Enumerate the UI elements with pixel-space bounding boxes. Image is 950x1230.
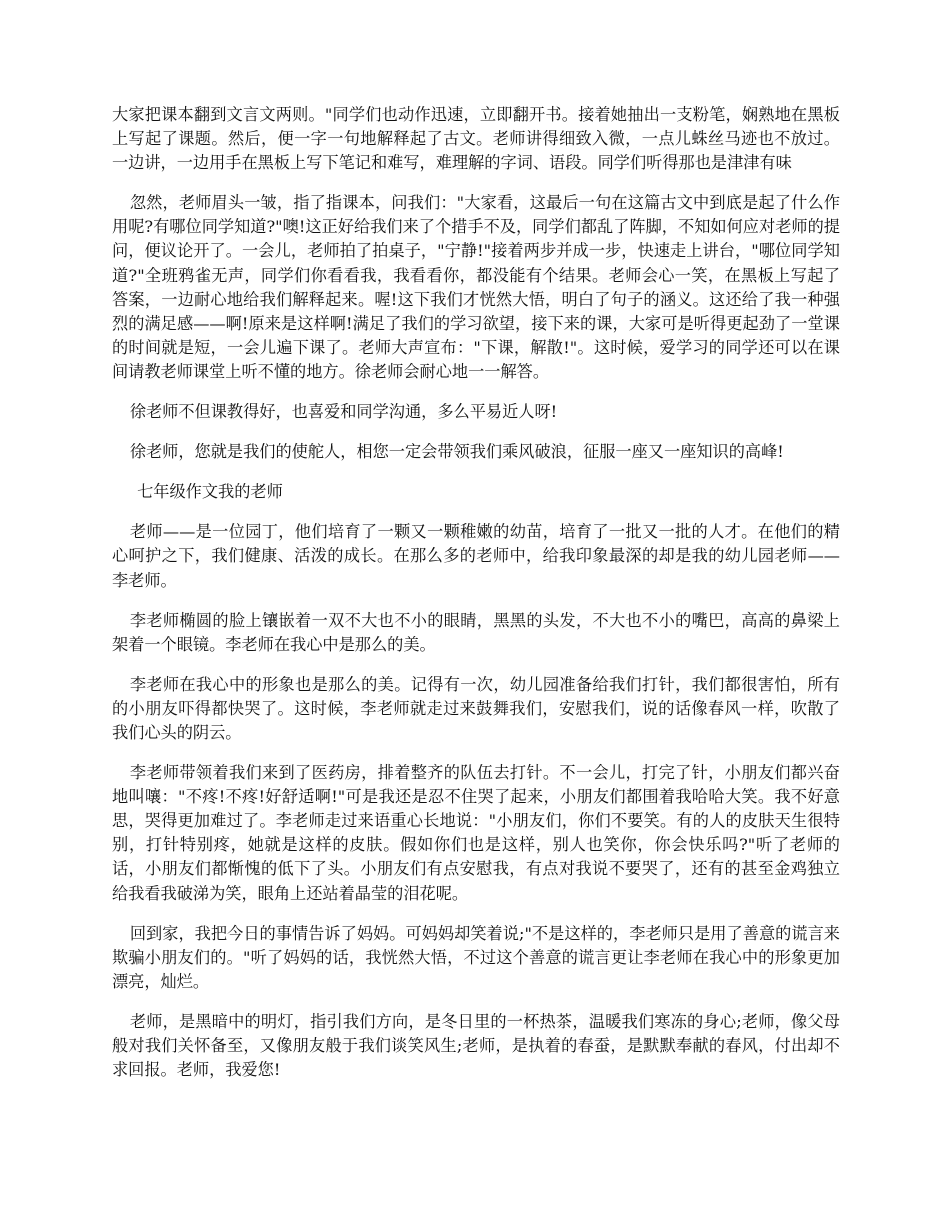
- paragraph-10: 回到家，我把今日的事情告诉了妈妈。可妈妈却笑着说;"不是这样的，李老师只是用了善意的谎言来欺骗小朋友们的。"听了妈妈的话，我恍然大悟，不过这个善意的谎言更让李老师在我心中的形象更加漂亮，灿烂。: [112, 923, 840, 991]
- paragraph-7: 李老师椭圆的脸上镶嵌着一双不大也不小的眼睛，黑黑的头发，不大也不小的嘴巴，高高的鼻梁上架着一个眼镜。李老师在我心中是那么的美。: [112, 610, 840, 654]
- paragraph-1: 大家把课本翻到文言文两则。"同学们也动作迅速，立即翻开书。接着她抽出一支粉笔，娴熟地在黑板上写起了课题。然后，便一字一句地解释起了古文。老师讲得细致入微，一点儿蛛丝马迹也不放过。一边讲，一边用手在黑板上写下笔记和难写，难理解的字词、语段。同学们听得那也是津津有味: [112, 105, 840, 173]
- paragraph-9: 李老师带领着我们来到了医药房，排着整齐的队伍去打针。不一会儿，打完了针，小朋友们都兴奋地叫嚷："不疼!不疼!好舒适啊!"可是我还是忍不住哭了起来，小朋友们都围着我哈哈大笑。我不好意思，哭得更加难过了。李老师走过来语重心长地说："小朋友们，你们不要笑。有的人的皮肤天生很特别，打针特别疼，她就是这样的皮肤。假如你们也是这样，别人也笑你，你会快乐吗?"听了老师的话，小朋友们都惭愧的低下了头。小朋友们有点安慰我，有点对我说不要哭了，还有的甚至金鸡独立给我看我破涕为笑，眼角上还站着晶莹的泪花呢。: [112, 763, 840, 903]
- paragraph-3: 徐老师不但课教得好，也喜爱和同学沟通，多么平易近人呀!: [129, 402, 558, 422]
- paragraph-2: 忽然，老师眉头一皱，指了指课本，问我们："大家看，这最后一句在这篇古文中到底是起了什么作用呢?有哪位同学知道?"噢!这正好给我们来了个措手不及，同学们都乱了阵脚，不知如何应对老师的提问，便议论开了。一会儿，老师拍了拍桌子，"宁静!"接着两步并成一步，快速走上讲台，"哪位同学知道?"全班鸦雀无声，同学们你看看我，我看看你，都没能有个结果。老师会心一笑，在黑板上写起了答案，一边耐心地给我们解释起来。喔!这下我们才恍然大悟，明白了句子的涵义。这还给了我一种强烈的满足感——啊!原来是这样啊!满足了我们的学习欲望，接下来的课，大家可是听得更起劲了一堂课的时间就是短，一会儿遍下课了。老师大声宣布："下课，解散!"。这时候，爱学习的同学还可以在课间请教老师课堂上听不懂的地方。徐老师会耐心地一一解答。: [112, 193, 840, 381]
- document-page: [112, 103, 840, 1098]
- paragraph-6: 老师——是一位园丁，他们培育了一颗又一颗稚嫩的幼苗，培育了一批又一批的人才。在他们的精心呵护之下，我们健康、活泼的成长。在那么多的老师中，给我印象最深的却是我的幼儿园老师——李老师。: [112, 522, 840, 590]
- essay-title: 七年级作文我的老师: [137, 482, 283, 502]
- paragraph-8: 李老师在我心中的形象也是那么的美。记得有一次，幼儿园准备给我们打针，我们都很害怕，所有的小朋友吓得都快哭了。这时候，李老师就走过来鼓舞我们，安慰我们，说的话像春风一样，吹散了我们心头的阴云。: [112, 674, 840, 742]
- paragraph-4: 徐老师，您就是我们的使舵人，相您一定会带领我们乘风破浪，征服一座又一座知识的高峰!: [129, 442, 784, 462]
- paragraph-11: 老师，是黑暗中的明灯，指引我们方向，是冬日里的一杯热茶，温暖我们寒冻的身心;老师，像父母般对我们关怀备至，又像朋友般于我们谈笑风生;老师，是执着的春蚕，是默默奉献的春风，付出却不求回报。老师，我爱您!: [112, 1011, 840, 1080]
